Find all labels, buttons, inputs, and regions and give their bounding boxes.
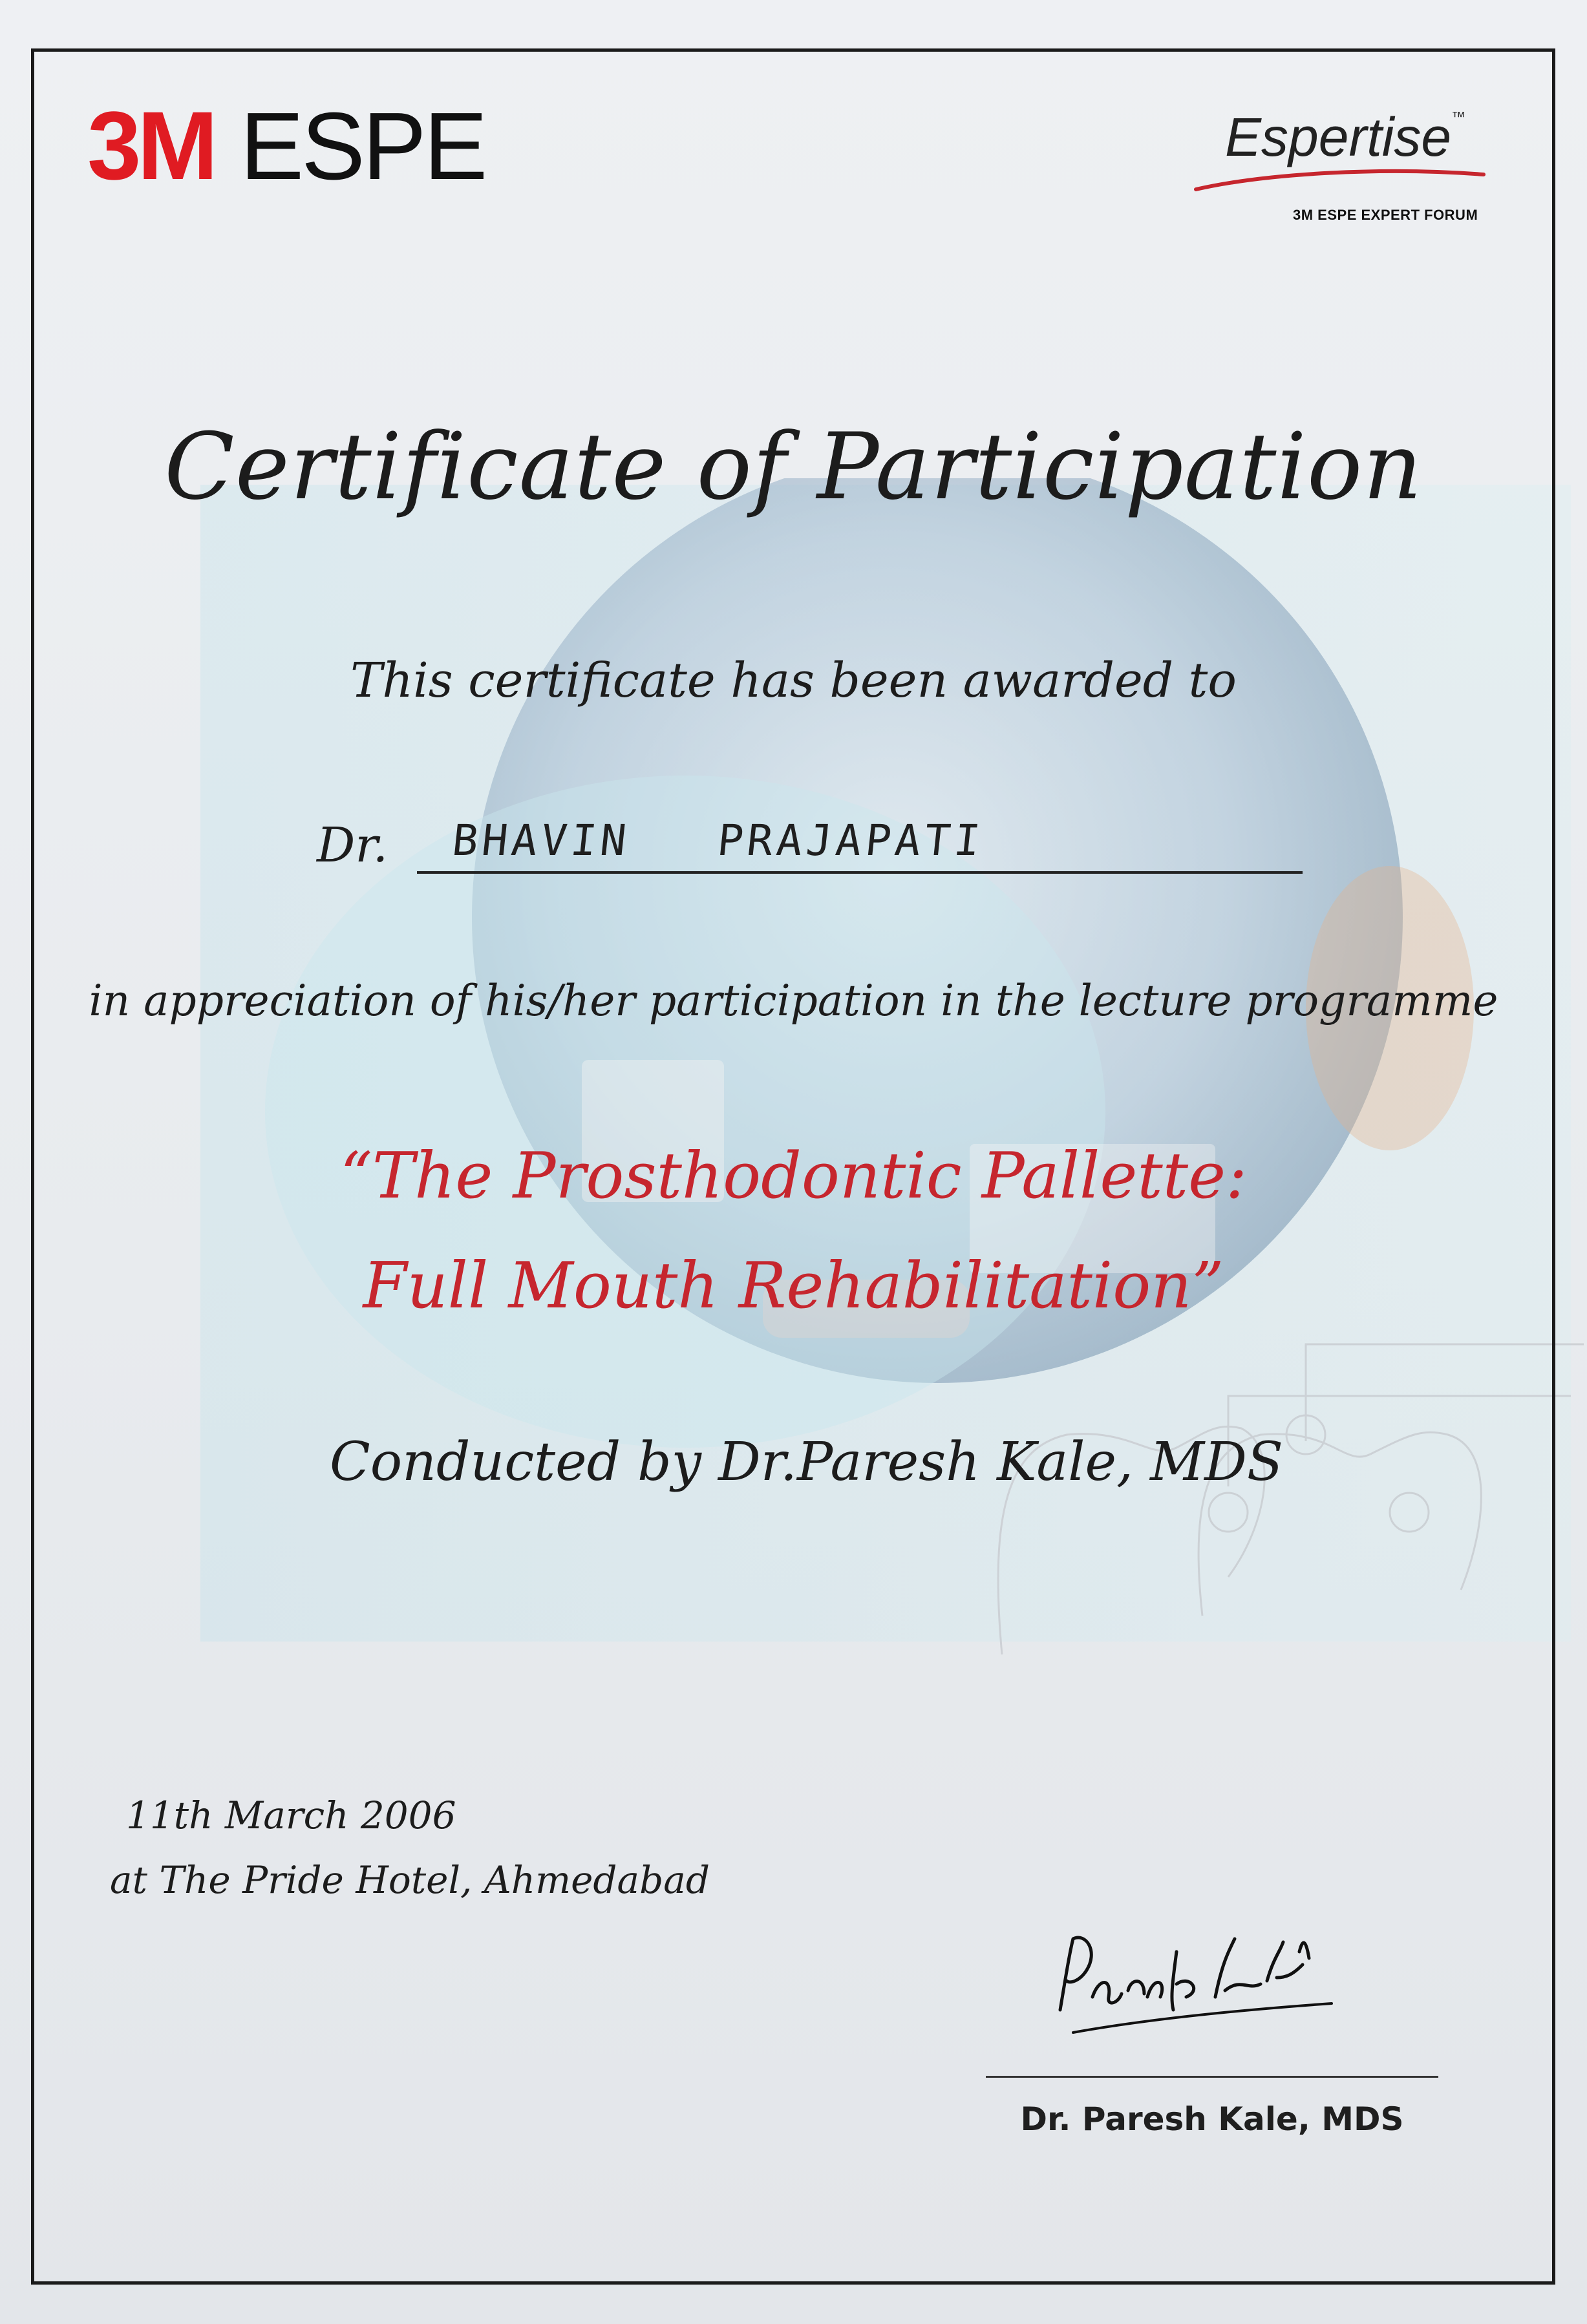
signatory-name: Dr. Paresh Kale, MDS [1020, 2100, 1404, 2138]
signature-line [986, 2076, 1438, 2078]
swoosh-icon [1189, 160, 1487, 193]
programme-title-line1: “The Prosthodontic Pallette: [339, 1139, 1248, 1213]
3m-espe-logo [87, 91, 485, 200]
recipient-prefix: Dr. [317, 818, 389, 873]
programme-title [0, 1121, 1587, 1341]
trademark-symbol: ™ [1451, 109, 1466, 125]
recipient-name: BHAVIN PRAJAPATI [449, 816, 986, 865]
logo-espe-text: ESPE [240, 93, 485, 200]
event-date: 11th March 2006 [126, 1793, 456, 1837]
programme-title-line2: Full Mouth Rehabilitation” [363, 1249, 1224, 1323]
certificate-title: Certificate of Participation [164, 414, 1423, 520]
espertise-tagline: 3M ESPE EXPERT FORUM [1293, 207, 1478, 223]
recipient-underline [417, 871, 1303, 874]
signature-mark [1047, 1913, 1351, 2062]
logo-3m-text: 3M [87, 91, 215, 200]
conducted-by: Conducted by Dr.Paresh Kale, MDS [329, 1431, 1284, 1493]
appreciation-text: in appreciation of his/her participation in the lecture programme [89, 976, 1498, 1026]
espertise-wordmark [1225, 107, 1466, 167]
event-venue: at The Pride Hotel, Ahmedabad [110, 1858, 710, 1902]
espertise-name: Espertise [1225, 107, 1452, 167]
awarded-text: This certificate has been awarded to [350, 653, 1237, 708]
espertise-logo [1189, 107, 1500, 233]
